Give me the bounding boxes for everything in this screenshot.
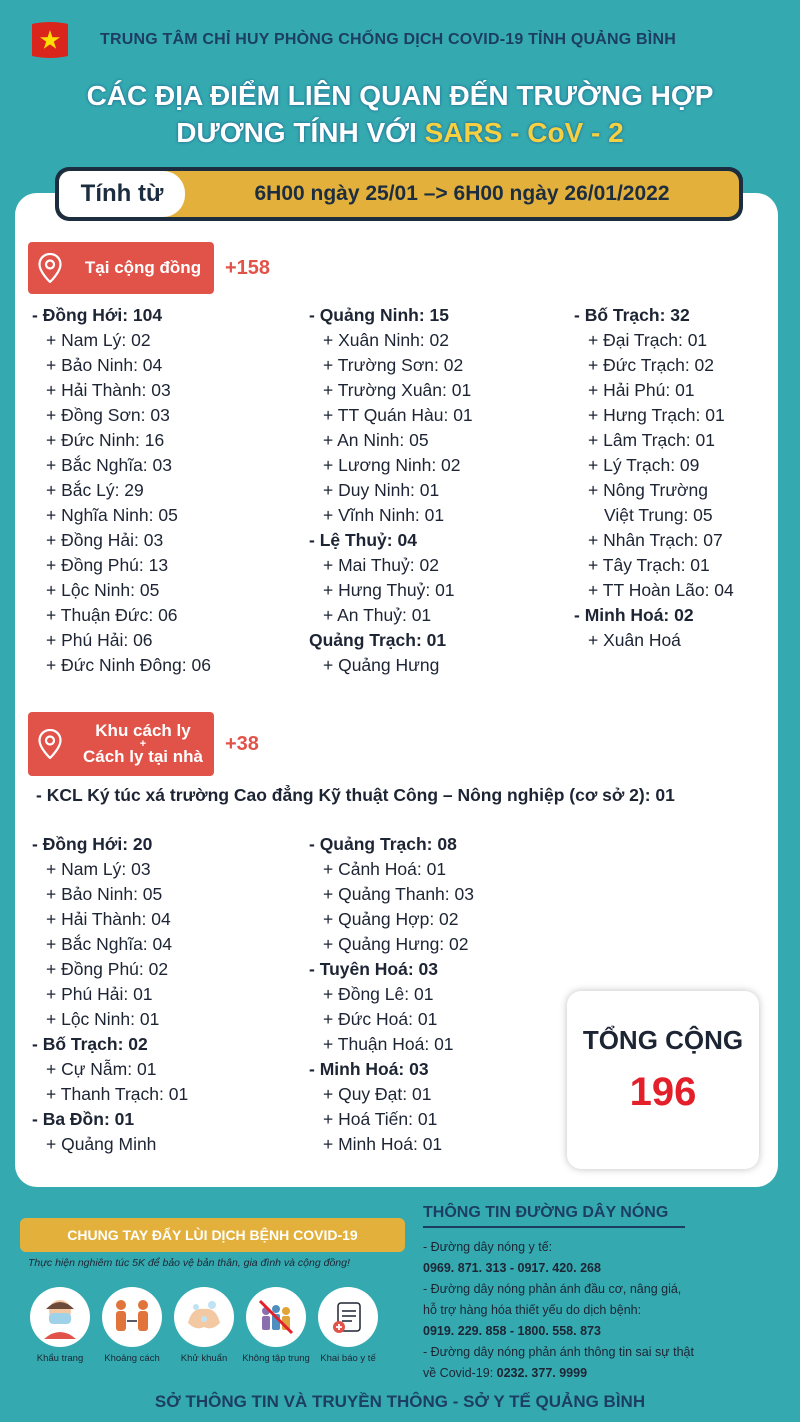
commune-item: + Hải Thành: 03 [46, 380, 171, 400]
quarantine-count: +38 [225, 733, 259, 755]
hotline-number: 0969. 871. 313 - 0917. 420. 268 [423, 1261, 601, 1275]
commune-item: + Nông Trường [588, 480, 708, 500]
commune-item: + Nhân Trạch: 07 [588, 530, 723, 550]
commune-item: + Hoá Tiến: 01 [323, 1109, 438, 1129]
quarantine-facility-line: - KCL Ký túc xá trường Cao đẳng Kỹ thuật Công – Nông nghiệp (cơ sở 2): 01 [36, 785, 675, 805]
5k-caption-distance: Khoảng cách [104, 1353, 160, 1364]
district-heading: - Lệ Thuỷ: 04 [309, 530, 417, 550]
commune-item: + Cảnh Hoá: 01 [323, 859, 447, 879]
district-heading: - Đồng Hới: 20 [32, 834, 153, 854]
5k-item-handwash [168, 1287, 240, 1364]
commune-item: + Cự Nẫm: 01 [46, 1059, 157, 1079]
district-heading: - Quảng Ninh: 15 [309, 305, 449, 325]
district-heading: - Minh Hoá: 03 [309, 1059, 429, 1079]
title-prefix: DƯƠNG TÍNH VỚI [176, 117, 425, 148]
quarantine-label-plus: + [139, 738, 147, 750]
commune-item: + Đức Ninh Đông: 06 [46, 655, 211, 675]
commune-item: + Đồng Lê: 01 [323, 984, 434, 1004]
page-title-line1: CÁC ĐỊA ĐIỂM LIÊN QUAN ĐẾN TRƯỜNG HỢP [86, 80, 714, 111]
community-count: +158 [225, 257, 271, 279]
campaign-slogan: Thực hiện nghiêm túc 5K để bảo vệ bản thân, gia đình và cộng đồng! [28, 1257, 350, 1269]
commune-item: + Quy Đạt: 01 [323, 1084, 432, 1104]
commune-item: + Trường Sơn: 02 [323, 355, 464, 375]
commune-item: Việt Trung: 05 [604, 505, 713, 525]
commune-item: + Tây Trạch: 01 [588, 555, 710, 575]
date-range-bar [55, 167, 743, 221]
commune-item: + Xuân Ninh: 02 [323, 330, 449, 350]
community-column-1 [32, 303, 211, 678]
commune-item: + Đồng Hải: 03 [46, 530, 164, 550]
health-declaration-icon [318, 1287, 378, 1347]
hotline-number: 0919. 229. 858 - 1800. 558. 873 [423, 1324, 601, 1338]
commune-item: + Hải Phú: 01 [588, 380, 695, 400]
commune-item: + Lộc Ninh: 01 [46, 1009, 160, 1029]
commune-item: + Nam Lý: 03 [46, 859, 151, 879]
location-pin-icon [28, 712, 72, 776]
quarantine-category-label [72, 722, 214, 766]
5k-item-health-declaration [312, 1287, 384, 1364]
district-heading: - Bố Trạch: 02 [32, 1034, 148, 1054]
commune-item: + Bắc Nghĩa: 03 [46, 455, 172, 475]
commune-item: + Thanh Trạch: 01 [46, 1084, 189, 1104]
hotline-line: - Đường dây nóng y tế: [423, 1240, 553, 1254]
commune-item: + Quảng Hợp: 02 [323, 909, 459, 929]
quarantine-label-line1: Khu cách ly [95, 721, 191, 740]
date-range-value: 6H00 ngày 25/01 –> 6H00 ngày 26/01/2022 [254, 182, 670, 205]
commune-item: + Hưng Trạch: 01 [588, 405, 725, 425]
page-title-line2 [0, 117, 800, 149]
district-heading: Quảng Trạch: 01 [309, 630, 447, 650]
campaign-banner: CHUNG TAY ĐẨY LÙI DỊCH BỆNH COVID-19 [20, 1218, 405, 1252]
district-heading: - Tuyên Hoá: 03 [309, 959, 439, 979]
commune-item: + Đức Hoá: 01 [323, 1009, 438, 1029]
community-column-2 [309, 303, 473, 678]
5k-item-distance [96, 1287, 168, 1364]
location-pin-icon [28, 242, 72, 294]
5k-caption-mask: Khẩu trang [36, 1353, 84, 1364]
commune-item: + Phú Hải: 01 [46, 984, 153, 1004]
no-gathering-icon [246, 1287, 306, 1347]
total-box [567, 991, 759, 1169]
commune-item: + Lâm Trạch: 01 [588, 430, 715, 450]
commune-item: + Trường Xuân: 01 [323, 380, 472, 400]
hotline-number: 0232. 377. 9999 [496, 1366, 588, 1380]
quarantine-label-line2: Cách ly tại nhà [83, 747, 203, 766]
commune-item: + Quảng Hưng [323, 655, 440, 675]
total-label: TỔNG CỘNG [582, 1025, 744, 1055]
hotline-line-prefix: về Covid-19: [423, 1366, 497, 1380]
hotline-title: THÔNG TIN ĐƯỜNG DÂY NÓNG [423, 1204, 669, 1221]
commune-item: + Bắc Lý: 29 [46, 480, 144, 500]
district-heading: - Ba Đồn: 01 [32, 1109, 135, 1129]
commune-item: + Bảo Ninh: 05 [46, 884, 163, 904]
community-category-label: Tại cộng đồng [84, 258, 202, 277]
commune-item: + Đức Trạch: 02 [588, 355, 715, 375]
distance-icon [102, 1287, 162, 1347]
hotline-line: hỗ trợ hàng hóa thiết yếu do dịch bệnh: [423, 1303, 642, 1317]
mask-icon [30, 1287, 90, 1347]
commune-item: + Duy Ninh: 01 [323, 480, 440, 500]
community-category-badge [28, 242, 214, 294]
commune-item: + Đồng Sơn: 03 [46, 405, 170, 425]
commune-item: + Nghĩa Ninh: 05 [46, 505, 178, 525]
date-range-label: Tính từ [59, 171, 185, 217]
commune-item: + TT Hoàn Lão: 04 [588, 580, 734, 600]
title-virus-name: SARS - CoV - 2 [424, 117, 624, 148]
commune-item: + Xuân Hoá [588, 630, 681, 650]
footer-text: SỞ THÔNG TIN VÀ TRUYỀN THÔNG - SỞ Y TẾ QUẢNG BÌNH [154, 1392, 646, 1411]
organization-name: TRUNG TÂM CHỈ HUY PHÒNG CHỐNG DỊCH COVID-19 TỈNH QUẢNG BÌNH [100, 31, 676, 48]
5k-item-mask [24, 1287, 96, 1364]
community-column-3 [574, 303, 734, 653]
district-heading: - Bố Trạch: 32 [574, 305, 690, 325]
commune-item: + Đồng Phú: 13 [46, 555, 169, 575]
commune-item: + Quảng Hưng: 02 [323, 934, 469, 954]
hotline-line: - Đường dây nóng phản ánh đầu cơ, nâng giá, [423, 1282, 682, 1296]
district-heading: - Minh Hoá: 02 [574, 605, 694, 625]
district-heading: - Quảng Trạch: 08 [309, 834, 457, 854]
commune-item: + Thuận Đức: 06 [46, 605, 178, 625]
commune-item: + An Thuỷ: 01 [323, 605, 432, 625]
commune-item: + Lương Ninh: 02 [323, 455, 461, 475]
5k-caption-handwash: Khử khuẩn [180, 1353, 228, 1364]
commune-item: + An Ninh: 05 [323, 430, 429, 450]
5k-item-no-gathering [240, 1287, 312, 1364]
hotline-line: - Đường dây nóng phản ánh thông tin sai sự thật [423, 1345, 694, 1359]
quarantine-column-1 [32, 832, 188, 1157]
commune-item: + TT Quán Hàu: 01 [323, 405, 473, 425]
5k-caption-health-declaration: Khai báo y tế [320, 1353, 376, 1364]
5k-caption-no-gathering: Không tập trung [242, 1353, 310, 1364]
hotline-info [423, 1237, 783, 1384]
commune-item: + Đại Trạch: 01 [588, 330, 708, 350]
commune-item: + Quảng Minh [46, 1134, 157, 1154]
commune-item: + Đức Ninh: 16 [46, 430, 165, 450]
commune-item: + Bắc Nghĩa: 04 [46, 934, 172, 954]
vietnam-flag-icon [30, 20, 70, 60]
commune-item: + Thuận Hoá: 01 [323, 1034, 454, 1054]
commune-item: + Hưng Thuỷ: 01 [323, 580, 455, 600]
district-heading: - Đồng Hới: 104 [32, 305, 163, 325]
commune-item: + Mai Thuỷ: 02 [323, 555, 439, 575]
commune-item: + Bảo Ninh: 04 [46, 355, 163, 375]
hotline-title-underline [423, 1226, 685, 1228]
commune-item: + Quảng Thanh: 03 [323, 884, 474, 904]
hotline-line [423, 1363, 783, 1384]
commune-item: + Vĩnh Ninh: 01 [323, 505, 445, 525]
handwash-icon [174, 1287, 234, 1347]
quarantine-category-badge [28, 712, 214, 776]
commune-item: + Nam Lý: 02 [46, 330, 151, 350]
quarantine-column-2 [309, 832, 474, 1157]
commune-item: + Đồng Phú: 02 [46, 959, 169, 979]
commune-item: + Phú Hải: 06 [46, 630, 153, 650]
commune-item: + Lộc Ninh: 05 [46, 580, 160, 600]
total-value: 196 [629, 1070, 697, 1114]
commune-item: + Minh Hoá: 01 [323, 1134, 443, 1154]
commune-item: + Hải Thành: 04 [46, 909, 171, 929]
commune-item: + Lý Trạch: 09 [588, 455, 700, 475]
